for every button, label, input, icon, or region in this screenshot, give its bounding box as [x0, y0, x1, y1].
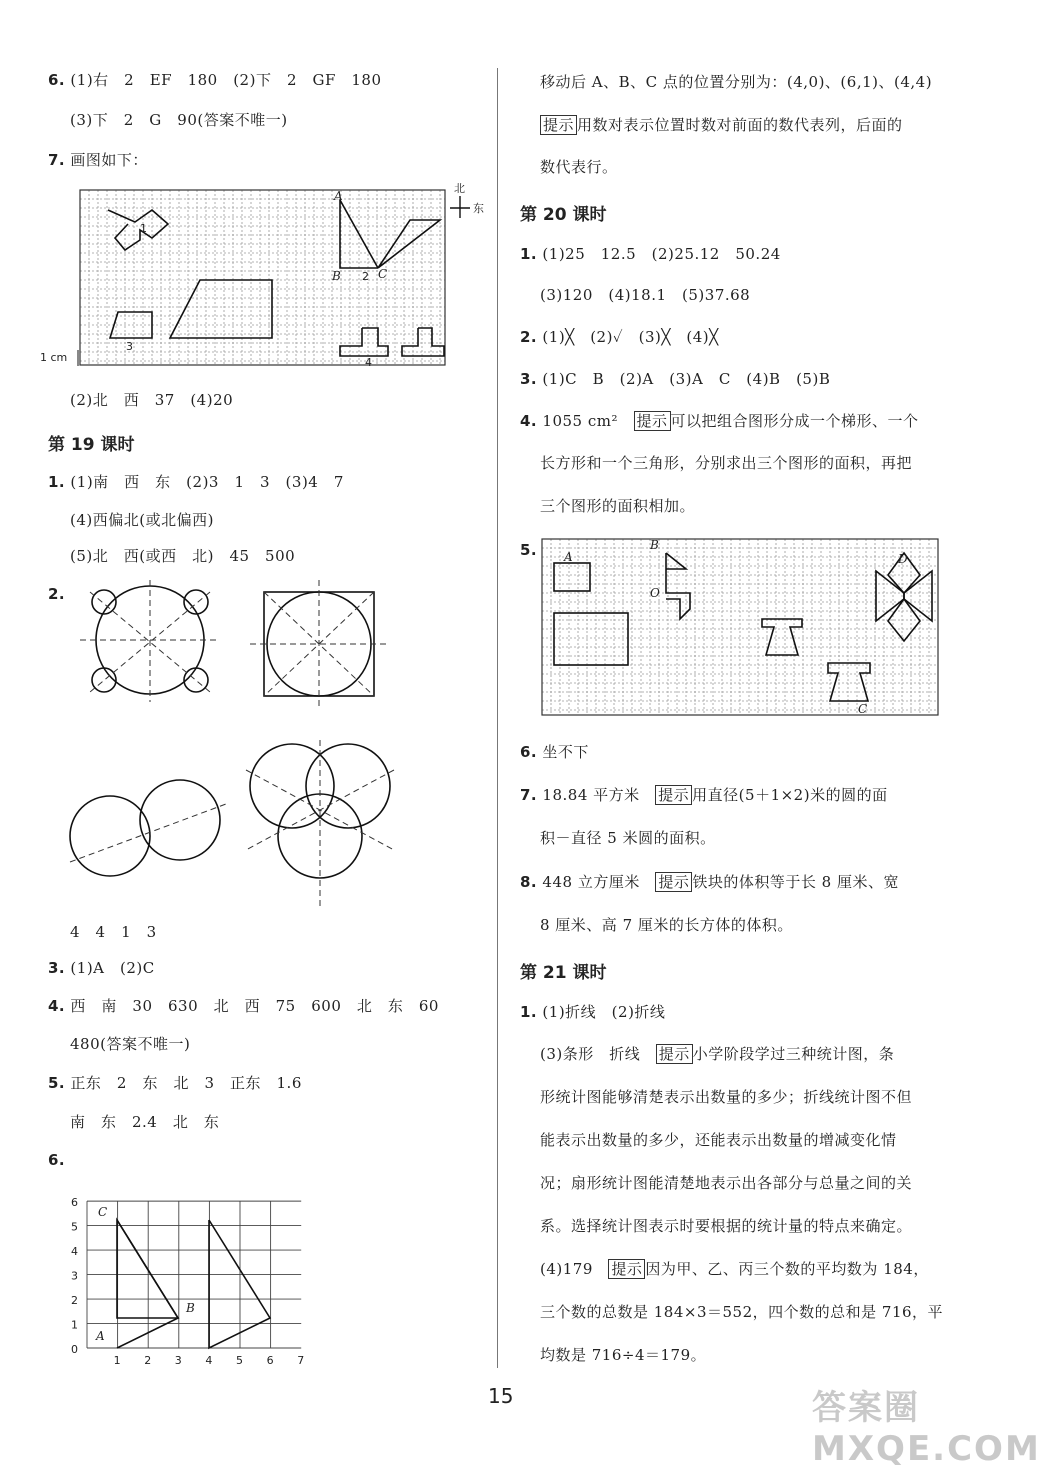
fig5-label-c: C [858, 702, 868, 716]
right-20-q4-line3: 三个图形的面积相加。 [540, 497, 696, 515]
right-20-q1-line2: (3)120 (4)18.1 (5)37.68 [540, 286, 751, 304]
fig5-label-o: O [650, 586, 660, 600]
coord-label-a: A [96, 1329, 105, 1343]
right-21-q1-line7: (4)179 提示 因为甲、乙、丙三个数的平均数为 184， [540, 1260, 929, 1278]
left-q6-line1: 6. (1)右 2 EF 180 (2)下 2 GF 180 [48, 71, 382, 89]
left-19-q5-line2: 南 东 2.4 北 东 [70, 1113, 220, 1131]
heading-lesson-19: 第 19 课时 [48, 435, 135, 455]
fig7-label-a: A [334, 189, 343, 203]
x-tick-label: 5 [236, 1354, 243, 1367]
fig7-label-4: 4 [365, 356, 372, 369]
right-21-q1-line6: 系。选择统计图表示时要根据的统计量的特点来确定。 [540, 1217, 913, 1235]
fig5-label-a: A [564, 550, 573, 564]
right-20-q1-line1: 1. (1)25 12.5 (2)25.12 50.24 [520, 245, 781, 263]
left-q6-line2: (3)下 2 G 90(答案不唯一) [70, 111, 288, 129]
page-number: 15 [488, 1384, 514, 1408]
right-21-q1-line2: (3)条形 折线 提示 小学阶段学过三种统计图，条 [540, 1045, 895, 1063]
heading-lesson-20: 第 20 课时 [520, 205, 607, 225]
x-tick-label: 4 [205, 1354, 213, 1367]
x-tick-label: 3 [174, 1354, 182, 1367]
q7-grid-figure [40, 180, 500, 380]
right-20-q4-line2: 长方形和一个三角形，分别求出三个图形的面积，再把 [540, 454, 913, 472]
right-21-q1-line9: 均数是 716÷4＝179。 [540, 1346, 707, 1364]
y-tick-label: 5 [71, 1220, 78, 1234]
q2-circle-figures [70, 580, 490, 930]
y-tick-label: 2 [71, 1294, 78, 1308]
y-tick-label: 0 [71, 1343, 78, 1356]
right-20-q8-line2: 8 厘米、高 7 厘米的长方体的体积。 [540, 916, 793, 934]
fig7-label-2: 2 [362, 270, 369, 283]
scale-label: 1 cm [40, 351, 68, 364]
coord-label-c: C [98, 1205, 108, 1219]
right-20-q6: 6. 坐不下 [520, 743, 589, 761]
left-q7-line2: (2)北 西 37 (4)20 [70, 391, 234, 409]
right-top-line1: 移动后 A、B、C 点的位置分别为：(4,0)、(6,1)、(4,4) [540, 73, 933, 91]
heading-lesson-21: 第 21 课时 [520, 963, 607, 983]
q5-grid-figure [540, 535, 942, 719]
left-19-q4-line2: 480(答案不唯一) [70, 1035, 191, 1053]
left-19-q2-answer: 4 4 1 3 [70, 923, 157, 941]
x-tick-label: 1 [113, 1354, 121, 1367]
y-tick-label: 4 [71, 1245, 78, 1259]
fig5-label-b: B [650, 538, 659, 552]
fig7-label-1: 1 [140, 222, 147, 235]
left-q7-line1: 7. 画图如下： [48, 151, 148, 169]
left-19-q6-num: 6. [48, 1151, 66, 1169]
watermark-logo: 答案圈 MXQE.COM [812, 1388, 1041, 1469]
y-tick-label: 1 [71, 1318, 78, 1332]
right-20-q7-line1: 7. 18.84 平方米 提示 用直径(5＋1×2)米的圆的面 [520, 786, 888, 804]
x-tick-label: 2 [144, 1354, 152, 1367]
x-tick-label: 7 [297, 1354, 305, 1367]
x-tick-label: 6 [266, 1354, 274, 1367]
compass-north-label: 北 [454, 182, 465, 195]
fig7-label-c: C [378, 267, 388, 281]
right-top-line3: 数代表行。 [540, 158, 618, 176]
right-20-q7-line2: 积－直径 5 米圆的面积。 [540, 829, 716, 847]
left-19-q3: 3. (1)A (2)C [48, 959, 155, 977]
left-19-q5-line1: 5. 正东 2 东 北 3 正东 1.6 [48, 1074, 302, 1092]
right-21-q1-line3: 形统计图能够清楚表示出数量的多少；折线统计图不但 [540, 1088, 913, 1106]
y-tick-label: 6 [71, 1196, 78, 1210]
y-tick-label: 3 [71, 1269, 78, 1283]
q6-coordinate-grid [60, 1150, 320, 1370]
fig7-label-b: B [332, 269, 341, 283]
right-20-q5-num: 5. [520, 541, 538, 559]
right-21-q1-line4: 能表示出数量的多少，还能表示出数量的增减变化情 [540, 1131, 897, 1149]
left-19-q1-line2: (4)西偏北(或北偏西) [70, 511, 214, 529]
right-20-q3: 3. (1)C B (2)A (3)A C (4)B (5)B [520, 370, 831, 388]
fig5-label-d: D [898, 552, 908, 566]
right-21-q1-line5: 况；扇形统计图能清楚地表示出各部分与总量之间的关 [540, 1174, 913, 1192]
fig7-label-3: 3 [126, 340, 133, 353]
right-top-line2: 提示 用数对表示位置时数对前面的数代表列，后面的 [540, 115, 903, 135]
right-21-q1-line1: 1. (1)折线 (2)折线 [520, 1003, 666, 1021]
right-21-q1-line8: 三个数的总数是 184×3＝552，四个数的总和是 716，平 [540, 1303, 944, 1321]
left-19-q1-line3: (5)北 西(或西 北) 45 500 [70, 547, 296, 565]
right-20-q2: 2. (1)╳ (2)✓ (3)╳ (4)╳ [520, 328, 719, 346]
coord-label-b: B [186, 1301, 195, 1315]
right-20-q4-line1: 4. 1055 cm² 提示 可以把组合图形分成一个梯形、一个 [520, 412, 919, 430]
left-19-q1-line1: 1. (1)南 西 东 (2)3 1 3 (3)4 7 [48, 473, 344, 491]
left-19-q4-line1: 4. 西 南 30 630 北 西 75 600 北 东 60 [48, 997, 439, 1015]
compass-east-label: 东 [473, 202, 484, 215]
right-20-q8-line1: 8. 448 立方厘米 提示 铁块的体积等于长 8 厘米、宽 [520, 873, 899, 891]
left-19-q2-num: 2. [48, 585, 66, 603]
